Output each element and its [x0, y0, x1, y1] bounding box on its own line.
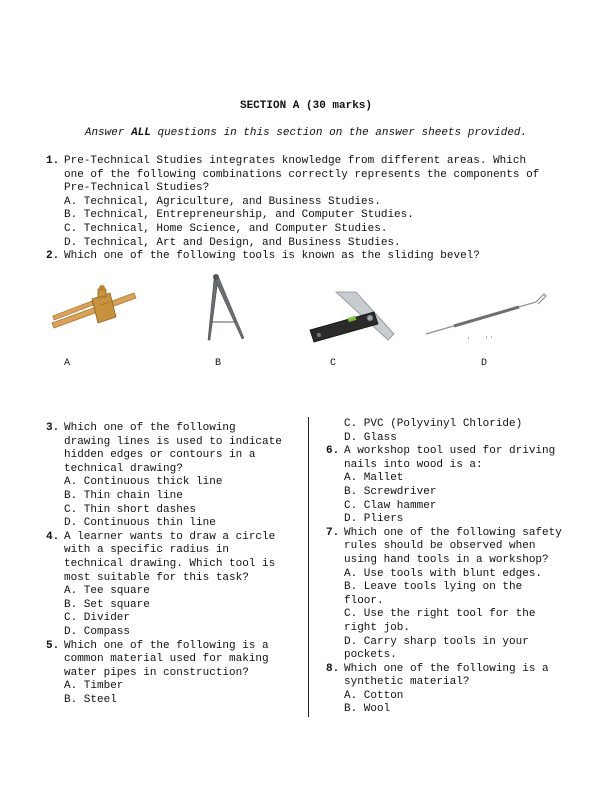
question-number: 8.	[326, 662, 340, 675]
question-text: with a specific radius in	[64, 544, 230, 557]
question-number: 5.	[46, 639, 60, 652]
question-number: 3.	[46, 422, 60, 434]
question-text: Which one of the following tools is known as the sliding bevel?	[64, 250, 480, 262]
question-text: technical drawing?	[64, 462, 183, 475]
option-c: right job.	[344, 621, 411, 634]
question-text: Which one of the following safety	[344, 526, 562, 539]
question-4	[46, 531, 304, 640]
option-d: D. Carry sharp tools in your	[344, 635, 529, 648]
question-text: most suitable for this task?	[64, 571, 249, 584]
option-c: C. Divider	[64, 612, 131, 625]
right-column	[326, 418, 591, 717]
question-text: common material used for making	[64, 653, 269, 666]
column-divider	[308, 417, 309, 717]
question-8	[326, 663, 591, 717]
option-a: A. Mallet	[344, 472, 404, 485]
option-b: B. Set square	[64, 598, 150, 611]
option-b: B. Leave tools lying on the	[344, 581, 523, 594]
question-text: Pre-Technical Studies integrates knowledge from different areas. Which	[64, 155, 527, 167]
question-5-continuation	[344, 418, 591, 445]
question-text: Which one of the following	[64, 422, 236, 434]
option-label-b: B	[215, 358, 222, 369]
option-d: D. Technical, Art and Design, and Business Studies.	[64, 236, 401, 249]
option-d: D. Continuous thin line	[64, 517, 216, 530]
question-number: 4.	[46, 530, 60, 543]
option-b: B. Screwdriver	[344, 485, 437, 498]
option-d: D. Pliers	[344, 513, 404, 526]
option-c: C. PVC (Polyvinyl Chloride)	[344, 418, 523, 430]
question-text: technical drawing. Which tool is	[64, 557, 276, 570]
option-b: floor.	[344, 594, 384, 607]
option-a: A. Continuous thick line	[64, 476, 223, 489]
option-a: A. Cotton	[344, 689, 404, 702]
option-a: A. Technical, Agriculture, and Business Studies.	[64, 195, 381, 208]
question-text: Which one of the following is a	[344, 662, 549, 675]
question-number: 6.	[326, 445, 340, 458]
option-label-d: D	[481, 358, 488, 369]
section-instruction: Answer ALL questions in this section on the answer sheets provided.	[84, 127, 528, 139]
section-title: SECTION A (30 marks)	[239, 100, 373, 112]
option-c: C. Thin short dashes	[64, 503, 197, 516]
dividers-image	[200, 272, 250, 344]
question-5	[46, 640, 304, 708]
marking-gauge-image	[50, 285, 140, 335]
option-b: B. Steel	[64, 693, 117, 706]
question-text: water pipes in construction?	[64, 666, 249, 679]
option-b: B. Technical, Entrepreneurship, and Computer Studies.	[64, 209, 414, 222]
option-c: C. Claw hammer	[344, 499, 437, 512]
option-a: A. Use tools with blunt edges.	[344, 567, 543, 580]
question-text: drawing lines is used to indicate	[64, 435, 282, 448]
scriber-image	[424, 290, 548, 340]
question-number: 1.	[46, 155, 60, 167]
question-7	[326, 527, 591, 663]
question-text: synthetic material?	[344, 676, 470, 689]
option-a: A. Tee square	[64, 585, 150, 598]
question-text: using hand tools in a workshop?	[344, 553, 549, 566]
question-text: Pre-Technical Studies?	[64, 182, 210, 195]
question-text: nails into wood is a:	[344, 458, 483, 471]
question-number: 7.	[326, 526, 340, 539]
question-text: rules should be observed when	[344, 540, 536, 553]
option-c: C. Use the right tool for the	[344, 608, 536, 621]
question-6	[326, 445, 591, 527]
question-text: one of the following combinations correctly represents the components of	[64, 168, 540, 181]
option-d: pockets.	[344, 649, 397, 662]
option-d: D. Glass	[344, 431, 397, 444]
left-column	[46, 422, 304, 707]
option-d: D. Compass	[64, 625, 131, 638]
question-3	[46, 422, 304, 531]
option-b: B. Wool	[344, 703, 391, 716]
option-c: C. Technical, Home Science, and Computer Studies.	[64, 222, 388, 235]
option-label-c: C	[330, 358, 337, 369]
question-text: Which one of the following is a	[64, 639, 269, 652]
option-b: B. Thin chain line	[64, 489, 183, 502]
sliding-bevel-image	[308, 290, 400, 346]
question-text: A learner wants to draw a circle	[64, 530, 276, 543]
question-number: 2.	[46, 250, 60, 262]
option-label-a: A	[64, 358, 71, 369]
question-text: hidden edges or contours in a	[64, 449, 256, 462]
question-text: A workshop tool used for driving	[344, 445, 556, 458]
option-a: A. Timber	[64, 680, 124, 693]
